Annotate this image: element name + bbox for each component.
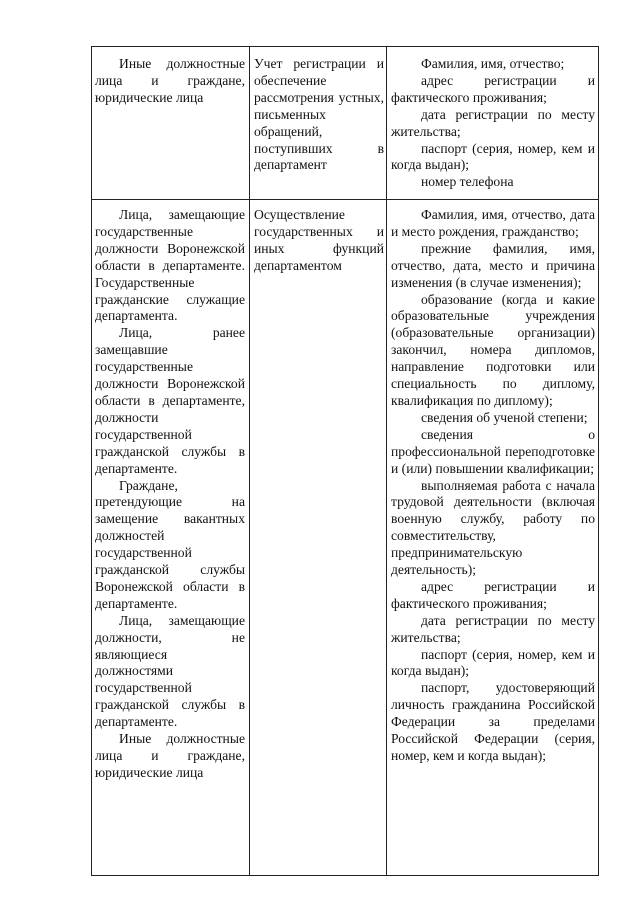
row-divider: [91, 199, 599, 200]
persons-paragraph: Лица, ранее замещавшие государственные должности Воронежской области в департаменте, должности государственной гражданской службы в департаменте.: [95, 325, 245, 476]
data-item: Фамилия, имя, отчество;: [421, 56, 565, 71]
table-row-1-purpose: [254, 56, 384, 174]
persons-paragraph: Иные должностные лица и граждане, юридические лица: [95, 56, 245, 105]
purpose-text: Осуществление государственных и иных функций департаментом: [254, 207, 384, 273]
table-row-2-purpose: [254, 207, 384, 275]
column-divider: [249, 46, 250, 876]
data-item: образование (когда и какие образовательные учреждения (образовательные организации) закончил, номера дипломов, направление подготовки или специальность по диплому, квалификация по диплому);: [391, 291, 595, 408]
table-row-2-persons: [95, 207, 245, 782]
data-item: выполняемая работа с начала трудовой деятельности (включая военную службу, работу по совместительству, предпринимательскую деятельность);: [391, 477, 595, 578]
data-item: адрес регистрации и фактического проживания;: [391, 72, 595, 105]
data-item: номер телефона: [421, 174, 514, 190]
data-item: паспорт (серия, номер, кем и когда выдан);: [391, 646, 595, 679]
data-item: прежние фамилия, имя, отчество, дата, место и причина изменения (в случае изменения);: [391, 240, 595, 290]
data-item: адрес регистрации и фактического проживания;: [391, 578, 595, 611]
data-item: дата регистрации по месту жительства;: [391, 106, 595, 139]
persons-paragraph: Лица, замещающие должности, не являющиеся должностями государственной гражданской службы в департаменте.: [95, 612, 245, 730]
data-item: сведения о профессиональной переподготовке и (или) повышении квалификации;: [391, 426, 595, 476]
table-row-1-data: [391, 56, 595, 191]
purpose-text: Учет регистрации и обеспечение рассмотрения устных, письменных обращений, поступивших в департамент: [254, 56, 384, 173]
data-item: Фамилия, имя, отчество, дата и место рождения, гражданство;: [391, 207, 595, 239]
table-row-2-data: [391, 207, 595, 765]
persons-paragraph: Лица, замещающие государственные должности Воронежской области в департаменте. Государственные гражданские служащие департамента.: [95, 207, 245, 324]
data-item: паспорт (серия, номер, кем и когда выдан);: [391, 140, 595, 173]
data-item: дата регистрации по месту жительства;: [391, 612, 595, 645]
table-row-1-persons: [95, 56, 245, 107]
column-divider: [386, 46, 387, 876]
data-item: сведения об ученой степени;: [421, 409, 588, 425]
persons-paragraph: Граждане, претендующие на замещение вакантных должностей государственной гражданской службы Воронежской области в департаменте.: [95, 477, 245, 611]
persons-paragraph: Иные должностные лица и граждане, юридические лица: [95, 731, 245, 780]
data-item: паспорт, удостоверяющий личность гражданина Российской Федерации за пределами Российской Федерации (серия, номер, кем и когда выдан);: [391, 680, 595, 763]
